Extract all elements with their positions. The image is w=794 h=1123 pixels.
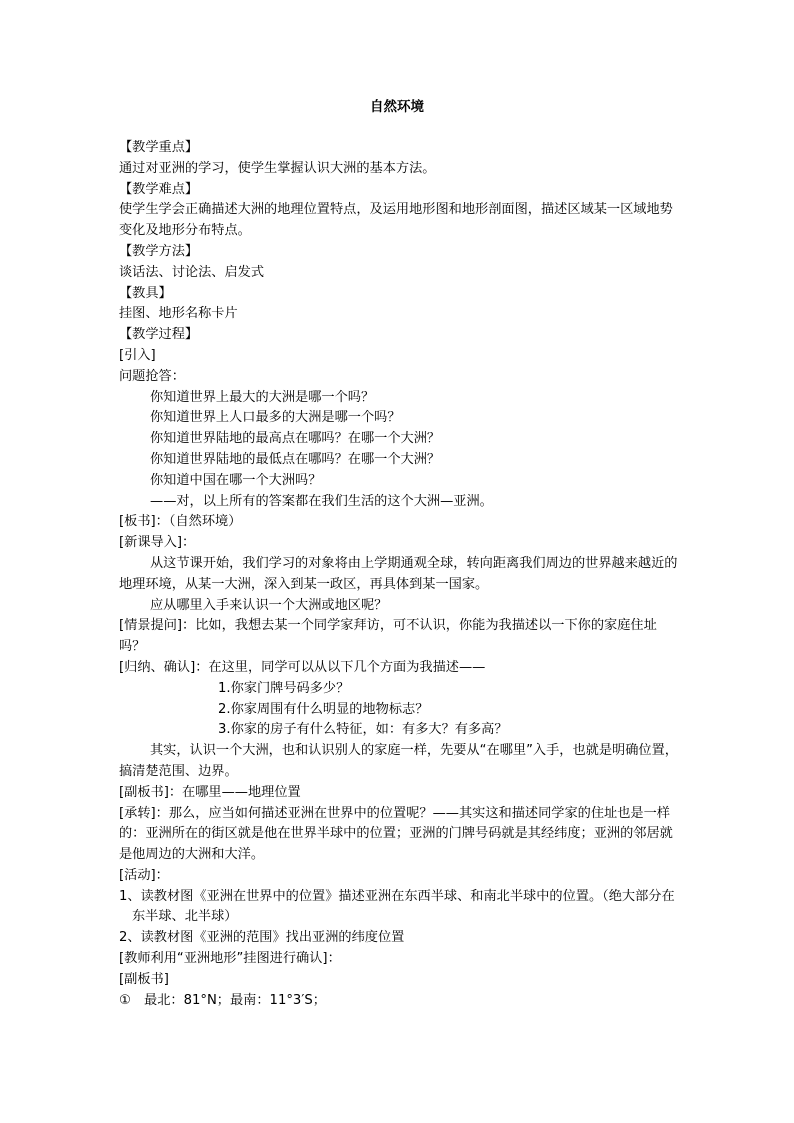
section-heading-teaching-aids: 【教具】 [119, 285, 172, 301]
list-item: 1、读教材图《亚洲在世界中的位置》描述亚洲在东西半球、和南北半球中的位置。（绝大部分在东半球、北半球） [119, 888, 675, 925]
paragraph: ——对，以上所有的答案都在我们生活的这个大洲—亚洲。 [150, 493, 493, 509]
paragraph: 其实，认识一个大洲，也和认识别人的家庭一样，先要从“在哪里”入手，也就是明确位置，搞清楚范围、边界。 [119, 743, 678, 779]
paragraph: [情景提问]：比如，我想去某一个同学家拜访，可不认识，你能为我描述以一下你的家庭住址吗？ [119, 618, 657, 655]
paragraph: 从这节课开始，我们学习的对象将由上学期通观全球，转向距离我们周边的世界越来越近的地理环境，从某一大洲，深入到某一政区，再具体到某一国家。 [119, 555, 678, 592]
document-title: 自然环境 [370, 99, 424, 115]
stage-label: [新课导入]： [119, 535, 196, 551]
stage-label: [教师利用“亚洲地形”挂图进行确认]： [119, 951, 341, 967]
paragraph: 谈话法、讨论法、启发式 [119, 264, 265, 280]
list-item: 2.你家周围有什么明显的地物标志？ [218, 701, 429, 717]
list-item: 1.你家门牌号码多少？ [218, 680, 350, 696]
paragraph: 使学生学会正确描述大洲的地理位置特点，及运用地形图和地形剖面图，描述区域某一区域地势变化及地形分布特点。 [119, 202, 673, 239]
document-body [119, 138, 679, 1011]
question-item: 你知道世界陆地的最高点在哪吗？在哪一个大洲？ [150, 431, 441, 447]
list-item: 3.你家的房子有什么特征，如：有多大？有多高？ [218, 722, 508, 738]
paragraph: 挂图、地形名称卡片 [119, 306, 238, 322]
question-item: 你知道世界陆地的最低点在哪吗？在哪一个大洲？ [150, 451, 441, 467]
list-item: ① 最北：81°N；最南：11°3′S； [119, 992, 326, 1008]
question-item: 你知道中国在哪一个大洲吗？ [150, 472, 322, 488]
section-heading-difficulties: 【教学难点】 [119, 181, 199, 197]
stage-label: [板书]：（自然环境） [119, 514, 242, 530]
paragraph: 应从哪里入手来认识一个大洲或地区呢？ [150, 597, 388, 613]
question-item: 你知道世界上最大的大洲是哪一个吗？ [150, 389, 375, 405]
list-item: 2、读教材图《亚洲的范围》找出亚洲的纬度位置 [119, 930, 405, 946]
paragraph: 问题抢答： [119, 368, 185, 384]
section-heading-methods: 【教学方法】 [119, 243, 199, 259]
paragraph: [承转]：那么，应当如何描述亚洲在世界中的位置呢？——其实这和描述同学家的住址也是一样的：亚洲所在的街区就是他在世界半球中的位置；亚洲的门牌号码就是其经纬度；亚洲的邻居就是他周边的大洲和大洋。 [119, 805, 673, 863]
paragraph: 通过对亚洲的学习，使学生掌握认识大洲的基本方法。 [119, 160, 436, 176]
stage-label: [引入] [119, 347, 156, 363]
question-item: 你知道世界上人口最多的大洲是哪一个吗？ [150, 410, 401, 426]
section-heading-process: 【教学过程】 [119, 327, 199, 343]
stage-label: [副板书] [119, 971, 169, 987]
section-heading-key-points: 【教学重点】 [119, 140, 199, 155]
paragraph: [归纳、确认]：在这里，同学可以从以下几个方面为我描述—— [119, 659, 486, 675]
stage-label: [副板书]：在哪里——地理位置 [119, 784, 301, 800]
stage-label: [活动]： [119, 867, 169, 883]
